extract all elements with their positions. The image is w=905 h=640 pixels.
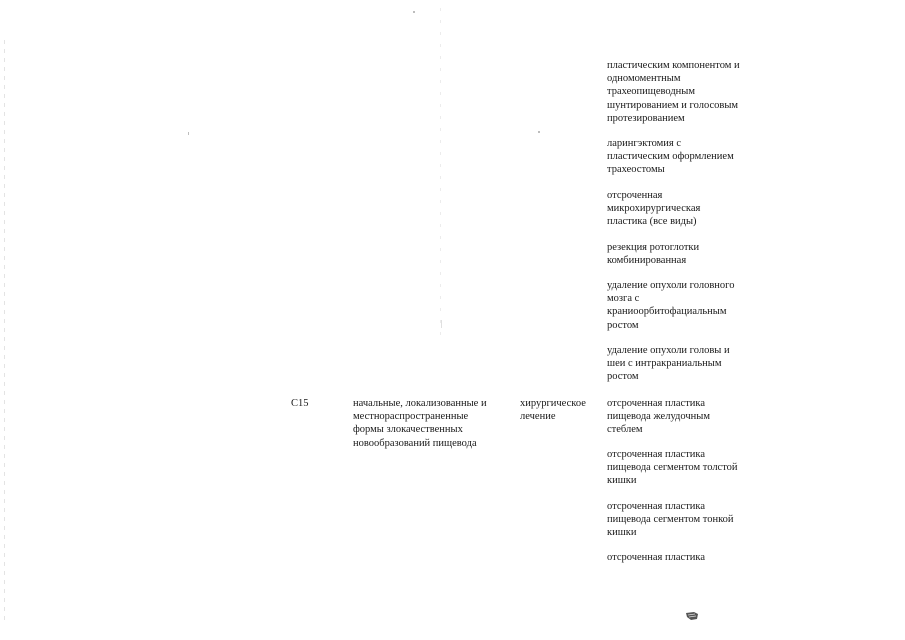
- procedure-item: удаление опухоли головного мозга с краниоорбитофациальным ростом: [607, 280, 735, 331]
- diagnosis-description: начальные, локализованные и местнораспространенные формы злокачественных новообразований пищевода: [353, 398, 487, 449]
- scan-speck: [538, 131, 540, 133]
- diagnosis-code: C15: [291, 398, 309, 409]
- procedure-item: отсроченная пластика пищевода желудочным стеблем: [607, 398, 710, 436]
- scan-speck: [413, 11, 415, 13]
- scan-speck: [188, 132, 189, 135]
- procedure-item: удаление опухоли головы и шеи с интракраниальным ростом: [607, 345, 730, 383]
- procedure-item: ларингэктомия с пластическим оформлением трахеостомы: [607, 138, 734, 176]
- scan-speck: [441, 320, 442, 328]
- procedure-item: отсроченная пластика пищевода сегментом толстой кишки: [607, 449, 738, 487]
- scan-fold-artifact: [440, 8, 441, 338]
- procedure-item: пластическим компонентом и одномоментным трахеопищеводным шунтированием и голосовым протезированием: [607, 60, 740, 124]
- treatment-type: хирургическое лечение: [520, 398, 586, 423]
- procedure-item: отсроченная микрохирургическая пластика (все виды): [607, 190, 701, 228]
- scan-edge-artifact: [4, 40, 5, 620]
- scan-stamp-mark: [685, 611, 699, 621]
- procedure-item: отсроченная пластика пищевода сегментом тонкой кишки: [607, 501, 734, 539]
- procedure-item: отсроченная пластика: [607, 552, 706, 563]
- procedure-item: резекция ротоглотки комбинированная: [607, 242, 700, 267]
